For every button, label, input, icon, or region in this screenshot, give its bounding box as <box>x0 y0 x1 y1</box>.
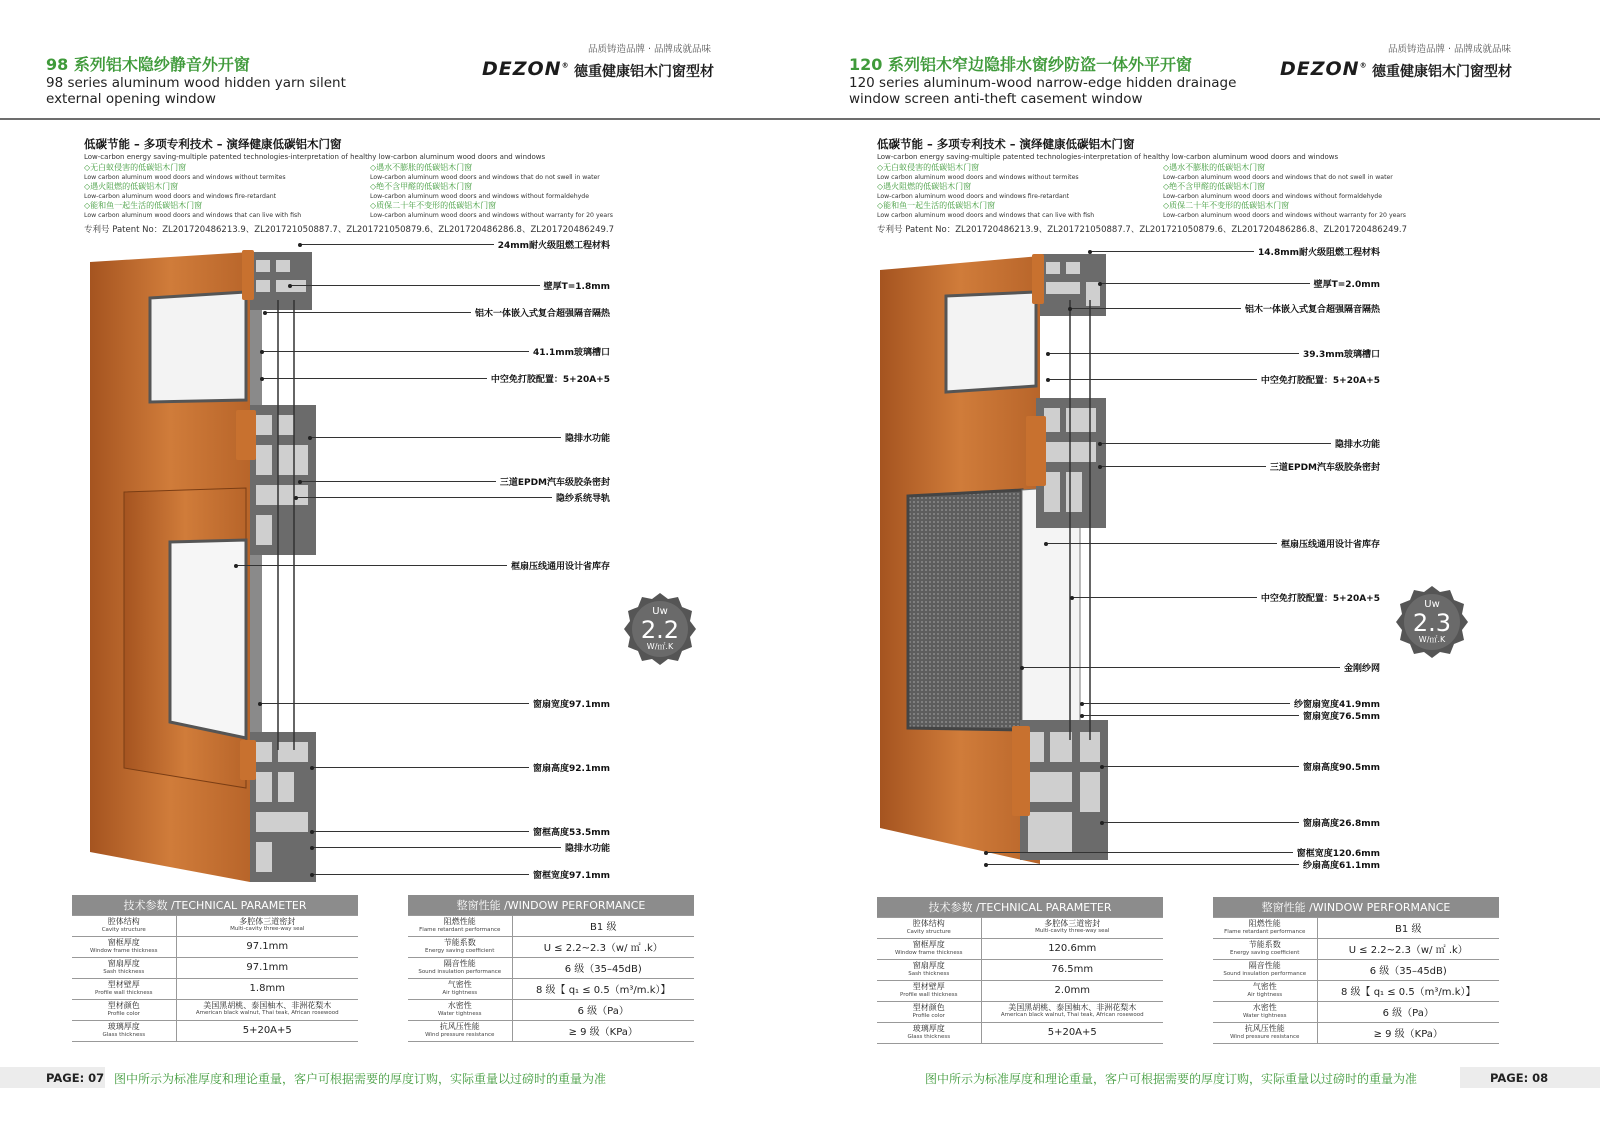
callout-leader <box>1100 466 1266 467</box>
callout-label: 窗扇高度90.5mm <box>1303 763 1380 773</box>
brand-logo: DEZON® <box>1280 58 1368 80</box>
callout-leader <box>986 864 1299 865</box>
callout-dot <box>1044 542 1048 546</box>
uw-badge: Uw 2.2 W/㎡.K <box>624 593 696 665</box>
callout-dot <box>1080 714 1084 718</box>
callout-dot <box>260 377 264 381</box>
feature-list <box>84 163 644 221</box>
callout-dot <box>1098 282 1102 286</box>
table-row: 隔音性能 Sound insulation performance 6 级（35–45dB) <box>408 957 694 978</box>
table-row: 腔体结构 Cavity structure 多腔体三道密封 Multi-cavity three-way seal <box>72 915 358 936</box>
window-section-diagram <box>800 240 1600 890</box>
callout-label: 窗扇宽度97.1mm <box>533 700 610 710</box>
feature-item: ◇无白蚁侵害的低碳铝木门窗 Low carbon aluminum wood doors and windows without termites <box>84 163 286 181</box>
callout-dot <box>263 311 267 315</box>
callout-dot <box>1068 307 1072 311</box>
page-subtitle: 120 series aluminum-wood narrow-edge hidden drainage window screen anti-theft casement window <box>849 75 1237 107</box>
table-row: 玻璃厚度 Glass thickness 5+20A+5 <box>877 1022 1163 1043</box>
callout-dot <box>1020 666 1024 670</box>
callout-label: 隐排水功能 <box>1334 440 1380 450</box>
callout-label: 壁厚T=2.0mm <box>1313 280 1380 290</box>
callout-label: 框扇压线通用设计省库存 <box>1280 540 1380 550</box>
table-row: 型材颜色 Profile color 美国黑胡桃、泰国柚木、非洲花梨木 American black walnut, Thai teak, African rosewood <box>72 999 358 1020</box>
callout-label: 窗扇高度92.1mm <box>533 764 610 774</box>
callout-label: 三道EPDM汽车级胶条密封 <box>1269 463 1380 473</box>
brand-name: 德重健康铝木门窗型材 <box>574 64 714 80</box>
page-title: 120 系列铝木窄边隐排水窗纱防盗一体外平开窗 <box>849 55 1192 74</box>
table-title: 技术参数 /TECHNICAL PARAMETER <box>72 895 358 915</box>
callout-dot <box>298 243 302 247</box>
brand-logo: DEZON® <box>482 58 570 80</box>
callout-leader <box>300 244 494 245</box>
table-row: 窗框厚度 Window frame thickness 120.6mm <box>877 938 1163 959</box>
callout-leader <box>300 481 496 482</box>
callout-label: 中空免打胶配置：5+20A+5 <box>1260 376 1380 386</box>
feature-item: ◇能和鱼一起生活的低碳铝木门窗 Low carbon aluminum wood doors and windows that can live with fish <box>877 201 1095 219</box>
page-number: PAGE: 08 <box>1490 1071 1549 1085</box>
uw-badge: Uw 2.3 W/㎡.K <box>1396 586 1468 658</box>
callout-leader <box>260 703 529 704</box>
page-subtitle: 98 series aluminum wood hidden yarn silent external opening window <box>46 75 346 107</box>
callout-leader <box>1072 597 1257 598</box>
technical-parameter-table <box>72 895 358 1042</box>
window-performance-table <box>408 895 694 1042</box>
callout-leader <box>290 285 540 286</box>
window-section-diagram <box>0 240 800 890</box>
callout-leader <box>262 378 487 379</box>
callout-dot <box>984 863 988 867</box>
callout-label: 金刚纱网 <box>1343 664 1380 674</box>
callout-dot <box>310 873 314 877</box>
callout-dot <box>288 284 292 288</box>
table-row: 水密性 Water tightness 6 级（Pa） <box>408 999 694 1020</box>
callout-dot <box>308 436 312 440</box>
callout-leader <box>296 497 552 498</box>
patent-numbers: 专利号 Patent No：ZL201720486213.9、ZL201721050887.7、ZL201721050879.6、ZL201720486286.8、ZL201720486249.7 <box>877 225 1408 235</box>
callout-label: 铝木一体嵌入式复合超强隔音隔热 <box>1244 305 1380 315</box>
window-profile-illustration <box>800 240 1600 890</box>
callout-label: 壁厚T=1.8mm <box>543 282 610 292</box>
callout-dot <box>310 830 314 834</box>
callout-label: 铝木一体嵌入式复合超强隔音隔热 <box>474 309 610 319</box>
page-number-bar <box>1460 1067 1600 1088</box>
callout-dot <box>1046 352 1050 356</box>
callout-leader <box>1070 308 1241 309</box>
uw-value: 2.3 <box>1412 609 1452 637</box>
callout-leader <box>265 312 471 313</box>
upper-glass <box>946 292 1036 392</box>
callout-leader <box>1082 715 1299 716</box>
table-row: 窗扇厚度 Sash thickness 76.5mm <box>877 959 1163 980</box>
page-header <box>0 0 800 120</box>
table-row: 型材壁厚 Profile wall thickness 1.8mm <box>72 978 358 999</box>
uw-value: 2.2 <box>640 616 680 644</box>
callout-leader <box>312 831 529 832</box>
intro-section <box>877 136 1437 235</box>
page-number: PAGE: 07 <box>46 1071 105 1085</box>
table-row: 阻燃性能 Flame retardant performance B1 级 <box>1213 917 1499 938</box>
callout-label: 窗框宽度97.1mm <box>533 871 610 881</box>
callout-dot <box>984 851 988 855</box>
table-row: 气密性 Air tightness 8 级【 q₁ ≤ 0.5（m³/m.k）】 <box>408 978 694 999</box>
callout-leader <box>1100 283 1310 284</box>
callout-label: 窗框宽度120.6mm <box>1296 849 1380 859</box>
page-number-bar <box>0 1067 105 1088</box>
header-divider <box>0 118 800 120</box>
callout-dot <box>310 846 314 850</box>
callout-leader <box>262 351 529 352</box>
intro-heading-en: Low-carbon energy saving-multiple patented technologies-interpretation of healthy low-carbon aluminum wood doors and windows <box>877 153 1339 161</box>
feature-item: ◇绝不含甲醛的低碳铝木门窗 Low-carbon aluminum wood doors and windows without formaldehyde <box>370 182 590 200</box>
callout-dot <box>1088 250 1092 254</box>
table-row: 气密性 Air tightness 8 级【 q₁ ≤ 0.5（m³/m.k）】 <box>1213 980 1499 1001</box>
callout-label: 纱扇高度61.1mm <box>1303 861 1380 871</box>
feature-list <box>877 163 1437 221</box>
table-row: 型材颜色 Profile color 美国黑胡桃、泰国柚木、非洲花梨木 American black walnut, Thai teak, African rosewood <box>877 1001 1163 1022</box>
callout-dot <box>260 350 264 354</box>
callout-leader <box>1100 443 1331 444</box>
callout-dot <box>1080 702 1084 706</box>
callout-leader <box>312 767 529 768</box>
footer-note: 图中所示为标准厚度和理论重量，客户可根据需要的厚度订购，实际重量以过磅时的重量为准 <box>925 1072 1418 1086</box>
feature-item: ◇质保二十年不变形的低碳铝木门窗 Low-carbon aluminum wood doors and windows without warranty for 20 years <box>1163 201 1406 219</box>
callout-dot <box>1046 378 1050 382</box>
table-title: 技术参数 /TECHNICAL PARAMETER <box>877 897 1163 917</box>
table-row: 抗风压性能 Wind pressure resistance ≥ 9 级（KPa） <box>1213 1022 1499 1043</box>
callout-leader <box>1090 251 1254 252</box>
lower-glass <box>170 540 246 738</box>
callout-label: 隐排水功能 <box>564 434 610 444</box>
patent-numbers: 专利号 Patent No：ZL201720486213.9、ZL201721050887.7、ZL201721050879.6、ZL201720486286.8、ZL201720486249.7 <box>84 225 615 235</box>
callout-label: 窗框高度53.5mm <box>533 828 610 838</box>
callout-dot <box>1070 596 1074 600</box>
callout-leader <box>312 847 561 848</box>
table-row: 窗扇厚度 Sash thickness 97.1mm <box>72 957 358 978</box>
callout-dot <box>1098 442 1102 446</box>
callout-label: 隐排水功能 <box>564 844 610 854</box>
technical-parameter-table <box>877 897 1163 1044</box>
callout-leader <box>312 874 529 875</box>
callout-label: 框扇压线通用设计省库存 <box>510 562 610 572</box>
intro-heading: 低碳节能 – 多项专利技术 – 演绎健康低碳铝木门窗 <box>84 137 342 151</box>
callout-label: 14.8mm耐火级阻燃工程材料 <box>1258 248 1380 258</box>
callout-dot <box>310 766 314 770</box>
callout-leader <box>236 565 507 566</box>
table-row: 腔体结构 Cavity structure 多腔体三道密封 Multi-cavity three-way seal <box>877 917 1163 938</box>
callout-label: 纱窗扇宽度41.9mm <box>1294 700 1380 710</box>
screen-mesh <box>908 490 1022 730</box>
upper-glass <box>150 292 246 402</box>
feature-item: ◇绝不含甲醛的低碳铝木门窗 Low-carbon aluminum wood doors and windows without formaldehyde <box>1163 182 1383 200</box>
callout-dot <box>298 480 302 484</box>
callout-label: 中空免打胶配置：5+20A+5 <box>1260 594 1380 604</box>
callout-dot <box>1098 465 1102 469</box>
callout-label: 41.1mm玻璃槽口 <box>533 348 610 358</box>
intro-heading: 低碳节能 – 多项专利技术 – 演绎健康低碳铝木门窗 <box>877 137 1135 151</box>
table-row: 隔音性能 Sound insulation performance 6 级（35–45dB) <box>1213 959 1499 980</box>
callout-dot <box>1100 765 1104 769</box>
callout-leader <box>1102 822 1299 823</box>
callout-dot <box>294 496 298 500</box>
footer-note: 图中所示为标准厚度和理论重量，客户可根据需要的厚度订购，实际重量以过磅时的重量为准 <box>114 1072 607 1086</box>
callout-leader <box>1022 667 1340 668</box>
callout-label: 窗扇高度26.8mm <box>1303 819 1380 829</box>
callout-label: 39.3mm玻璃槽口 <box>1303 350 1380 360</box>
intro-section <box>84 136 644 235</box>
callout-leader <box>310 437 561 438</box>
callout-label: 窗扇宽度76.5mm <box>1303 712 1380 722</box>
brand-slogan: 品质铸造品牌 · 品牌成就品味 <box>588 44 712 55</box>
callout-dot <box>234 564 238 568</box>
callout-leader <box>986 852 1293 853</box>
table-row: 水密性 Water tightness 6 级（Pa） <box>1213 1001 1499 1022</box>
intro-heading-en: Low-carbon energy saving-multiple patented technologies-interpretation of healthy low-carbon aluminum wood doors and windows <box>84 153 546 161</box>
feature-item: ◇能和鱼一起生活的低碳铝木门窗 Low carbon aluminum wood doors and windows that can live with fish <box>84 201 302 219</box>
table-title: 整窗性能 /WINDOW PERFORMANCE <box>1213 897 1499 917</box>
callout-label: 中空免打胶配置：5+20A+5 <box>490 375 610 385</box>
callout-leader <box>1046 543 1277 544</box>
table-row: 阻燃性能 Flame retardant performance B1 级 <box>408 915 694 936</box>
feature-item: ◇遇水不膨胀的低碳铝木门窗 Low-carbon aluminum wood doors and windows that do not swell in water <box>370 163 600 181</box>
feature-item: ◇无白蚁侵害的低碳铝木门窗 Low carbon aluminum wood doors and windows without termites <box>877 163 1079 181</box>
callout-leader <box>1048 379 1257 380</box>
feature-item: ◇质保二十年不变形的低碳铝木门窗 Low-carbon aluminum wood doors and windows without warranty for 20 years <box>370 201 613 219</box>
callout-leader <box>1048 353 1299 354</box>
table-row: 节能系数 Energy saving coefficient U ≤ 2.2~2.3（w/ ㎡ .k） <box>1213 938 1499 959</box>
page-title: 98 系列铝木隐纱静音外开窗 <box>46 55 250 74</box>
brand-slogan: 品质铸造品牌 · 品牌成就品味 <box>1388 44 1512 55</box>
table-row: 抗风压性能 Wind pressure resistance ≥ 9 级（KPa） <box>408 1020 694 1041</box>
table-title: 整窗性能 /WINDOW PERFORMANCE <box>408 895 694 915</box>
callout-label: 隐纱系统导轨 <box>555 494 610 504</box>
callout-label: 24mm耐火级阻燃工程材料 <box>497 241 610 251</box>
feature-item: ◇遇水不膨胀的低碳铝木门窗 Low-carbon aluminum wood doors and windows that do not swell in water <box>1163 163 1393 181</box>
table-row: 窗框厚度 Window frame thickness 97.1mm <box>72 936 358 957</box>
table-row: 型材壁厚 Profile wall thickness 2.0mm <box>877 980 1163 1001</box>
callout-leader <box>1102 766 1299 767</box>
page-header <box>800 0 1600 120</box>
callout-label: 三道EPDM汽车级胶条密封 <box>499 478 610 488</box>
right-page <box>800 0 1600 1133</box>
window-performance-table <box>1213 897 1499 1044</box>
callout-dot <box>1100 821 1104 825</box>
feature-item: ◇遇火阻燃的低碳铝木门窗 Low-carbon aluminum wood doors and windows fire-retardant <box>877 182 1070 200</box>
header-divider <box>800 118 1600 120</box>
feature-item: ◇遇火阻燃的低碳铝木门窗 Low-carbon aluminum wood doors and windows fire-retardant <box>84 182 277 200</box>
table-row: 玻璃厚度 Glass thickness 5+20A+5 <box>72 1020 358 1041</box>
brand-name: 德重健康铝木门窗型材 <box>1372 64 1512 80</box>
callout-leader <box>1082 703 1290 704</box>
callout-dot <box>258 702 262 706</box>
table-row: 节能系数 Energy saving coefficient U ≤ 2.2~2.3（w/ ㎡ .k） <box>408 936 694 957</box>
